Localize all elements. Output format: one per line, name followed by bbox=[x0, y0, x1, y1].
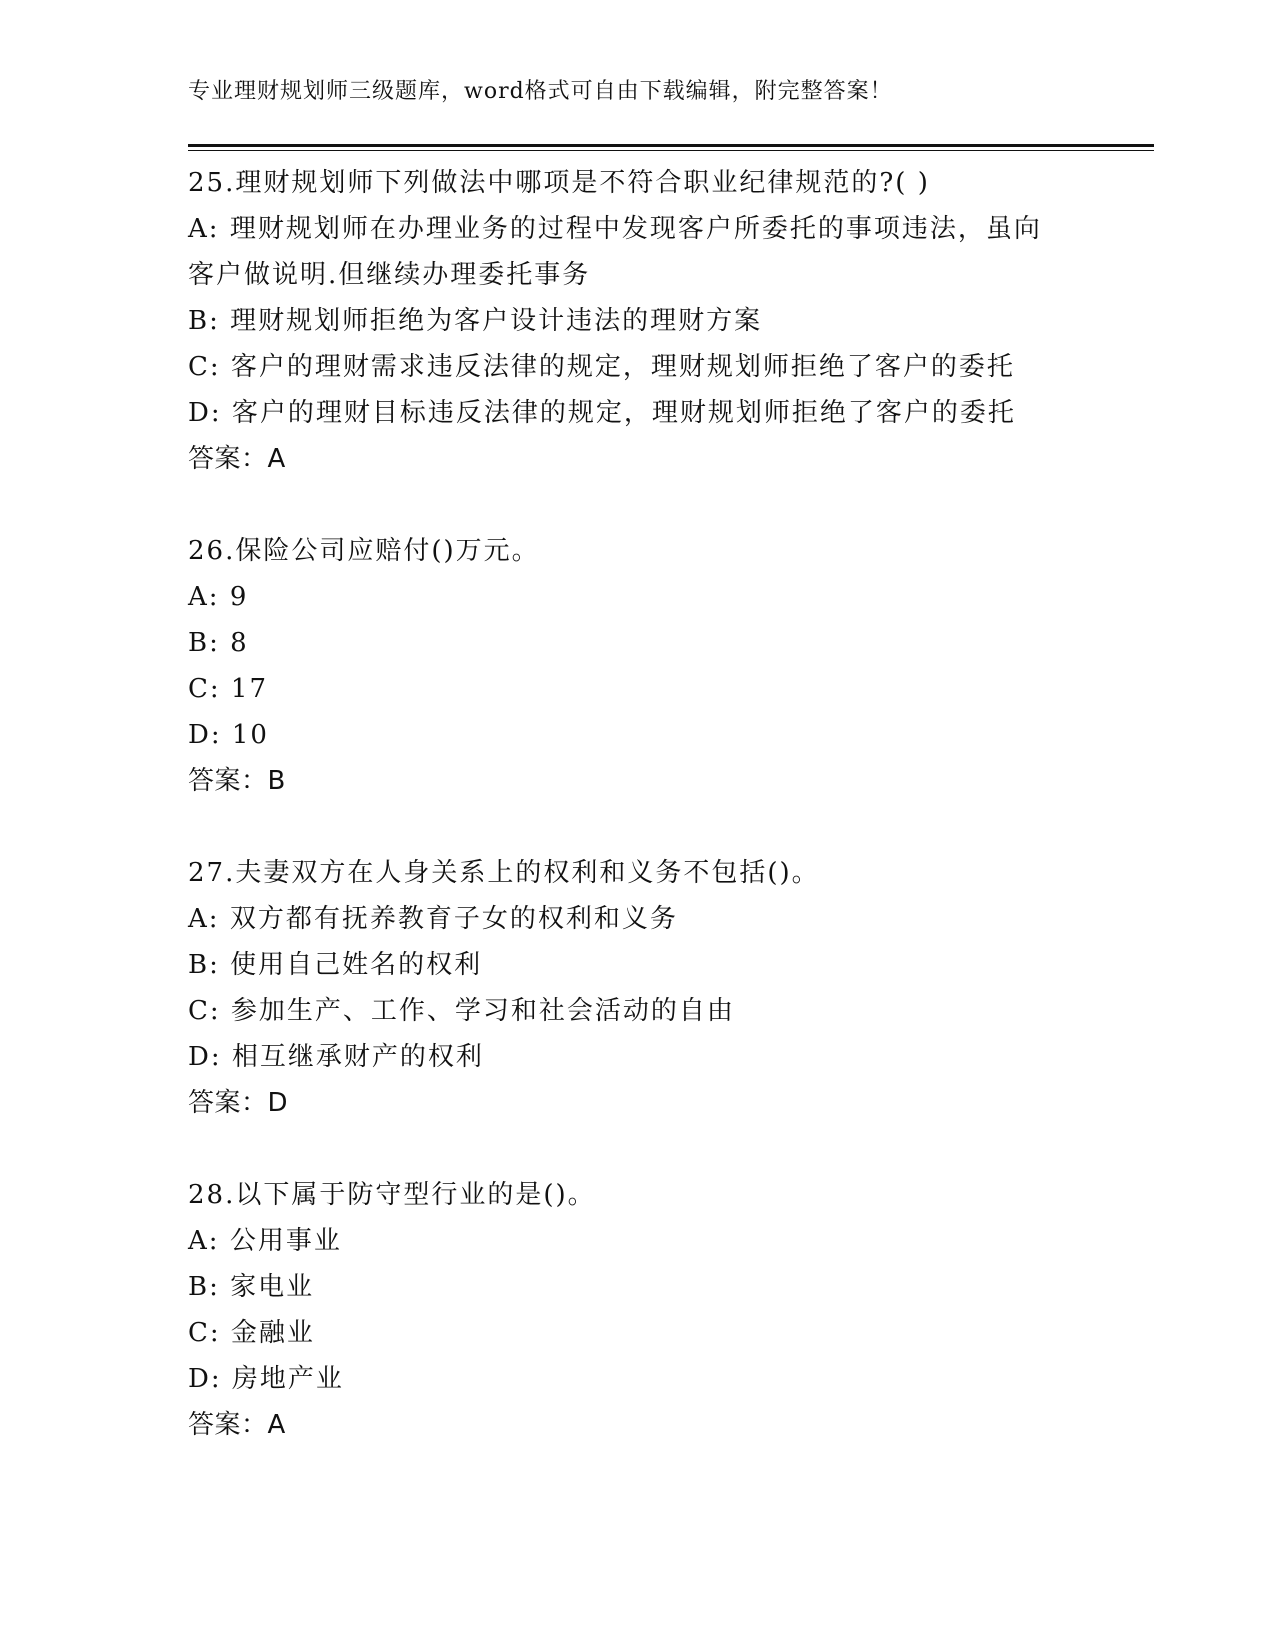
option-label: B: bbox=[188, 1272, 220, 1302]
option-text: 理财规划师拒绝为客户设计违法的理财方案 bbox=[230, 306, 763, 336]
option-label: A: bbox=[188, 904, 220, 934]
option-label: C: bbox=[188, 674, 221, 704]
question-28 bbox=[188, 1172, 1088, 1448]
option-b bbox=[188, 1264, 1088, 1310]
option-d bbox=[188, 1034, 1088, 1080]
option-text: 8 bbox=[230, 628, 249, 658]
option-text: 相互继承财产的权利 bbox=[231, 1042, 484, 1072]
answer: 答案：A bbox=[188, 1410, 286, 1440]
question-27 bbox=[188, 850, 1088, 1126]
option-text: 17 bbox=[230, 674, 269, 704]
option-text: 参加生产、工作、学习和社会活动的自由 bbox=[230, 996, 735, 1026]
option-text: 客户的理财目标违反法律的规定，理财规划师拒绝了客户的委托 bbox=[231, 398, 1016, 428]
header-rule-thick bbox=[188, 144, 1154, 147]
option-label: D: bbox=[188, 398, 222, 428]
option-label: C: bbox=[188, 996, 221, 1026]
option-text: 金融业 bbox=[230, 1318, 315, 1348]
option-label: D: bbox=[188, 720, 222, 750]
option-text: 公用事业 bbox=[229, 1226, 342, 1256]
answer: 答案：A bbox=[188, 444, 286, 474]
answer: 答案：D bbox=[188, 1088, 289, 1118]
question-list bbox=[188, 160, 1088, 1448]
header-rule-thin bbox=[188, 150, 1154, 151]
option-label: B: bbox=[188, 950, 220, 980]
option-b bbox=[188, 620, 1088, 666]
option-text: 双方都有抚养教育子女的权利和义务 bbox=[229, 904, 678, 934]
answer: 答案：B bbox=[188, 766, 286, 796]
option-text: 10 bbox=[231, 720, 269, 750]
option-a bbox=[188, 896, 1088, 942]
option-label: C: bbox=[188, 1318, 221, 1348]
option-label: A: bbox=[188, 214, 220, 244]
option-label: C: bbox=[188, 352, 221, 382]
option-label: A: bbox=[188, 1226, 220, 1256]
page-header: 专业理财规划师三级题库，word格式可自由下载编辑，附完整答案！ bbox=[188, 79, 893, 104]
question-stem: 25.理财规划师下列做法中哪项是不符合职业纪律规范的?( ) bbox=[188, 168, 930, 198]
question-stem: 28.以下属于防守型行业的是()。 bbox=[188, 1180, 596, 1210]
option-b bbox=[188, 298, 1088, 344]
option-label: A: bbox=[188, 582, 220, 612]
option-a bbox=[188, 1218, 1088, 1264]
option-a-continuation: 客户做说明.但继续办理委托事务 bbox=[188, 260, 591, 290]
option-c bbox=[188, 1310, 1088, 1356]
option-c bbox=[188, 344, 1088, 390]
option-d bbox=[188, 1356, 1088, 1402]
option-label: D: bbox=[188, 1364, 222, 1394]
option-text: 理财规划师在办理业务的过程中发现客户所委托的事项违法，虽向 bbox=[229, 214, 1042, 244]
option-text: 房地产业 bbox=[231, 1364, 344, 1394]
option-a bbox=[188, 206, 1088, 252]
option-text: 使用自己姓名的权利 bbox=[230, 950, 483, 980]
option-text: 客户的理财需求违反法律的规定，理财规划师拒绝了客户的委托 bbox=[230, 352, 1015, 382]
option-a bbox=[188, 574, 1088, 620]
option-c bbox=[188, 666, 1088, 712]
option-c bbox=[188, 988, 1088, 1034]
question-stem: 26.保险公司应赔付()万元。 bbox=[188, 536, 540, 566]
option-label: D: bbox=[188, 1042, 222, 1072]
question-25 bbox=[188, 160, 1088, 482]
option-b bbox=[188, 942, 1088, 988]
option-label: B: bbox=[188, 628, 220, 658]
option-d bbox=[188, 712, 1088, 758]
question-stem: 27.夫妻双方在人身关系上的权利和义务不包括()。 bbox=[188, 858, 820, 888]
option-text: 9 bbox=[229, 582, 249, 612]
option-text: 家电业 bbox=[230, 1272, 315, 1302]
option-label: B: bbox=[188, 306, 220, 336]
option-d bbox=[188, 390, 1088, 436]
question-26 bbox=[188, 528, 1088, 804]
